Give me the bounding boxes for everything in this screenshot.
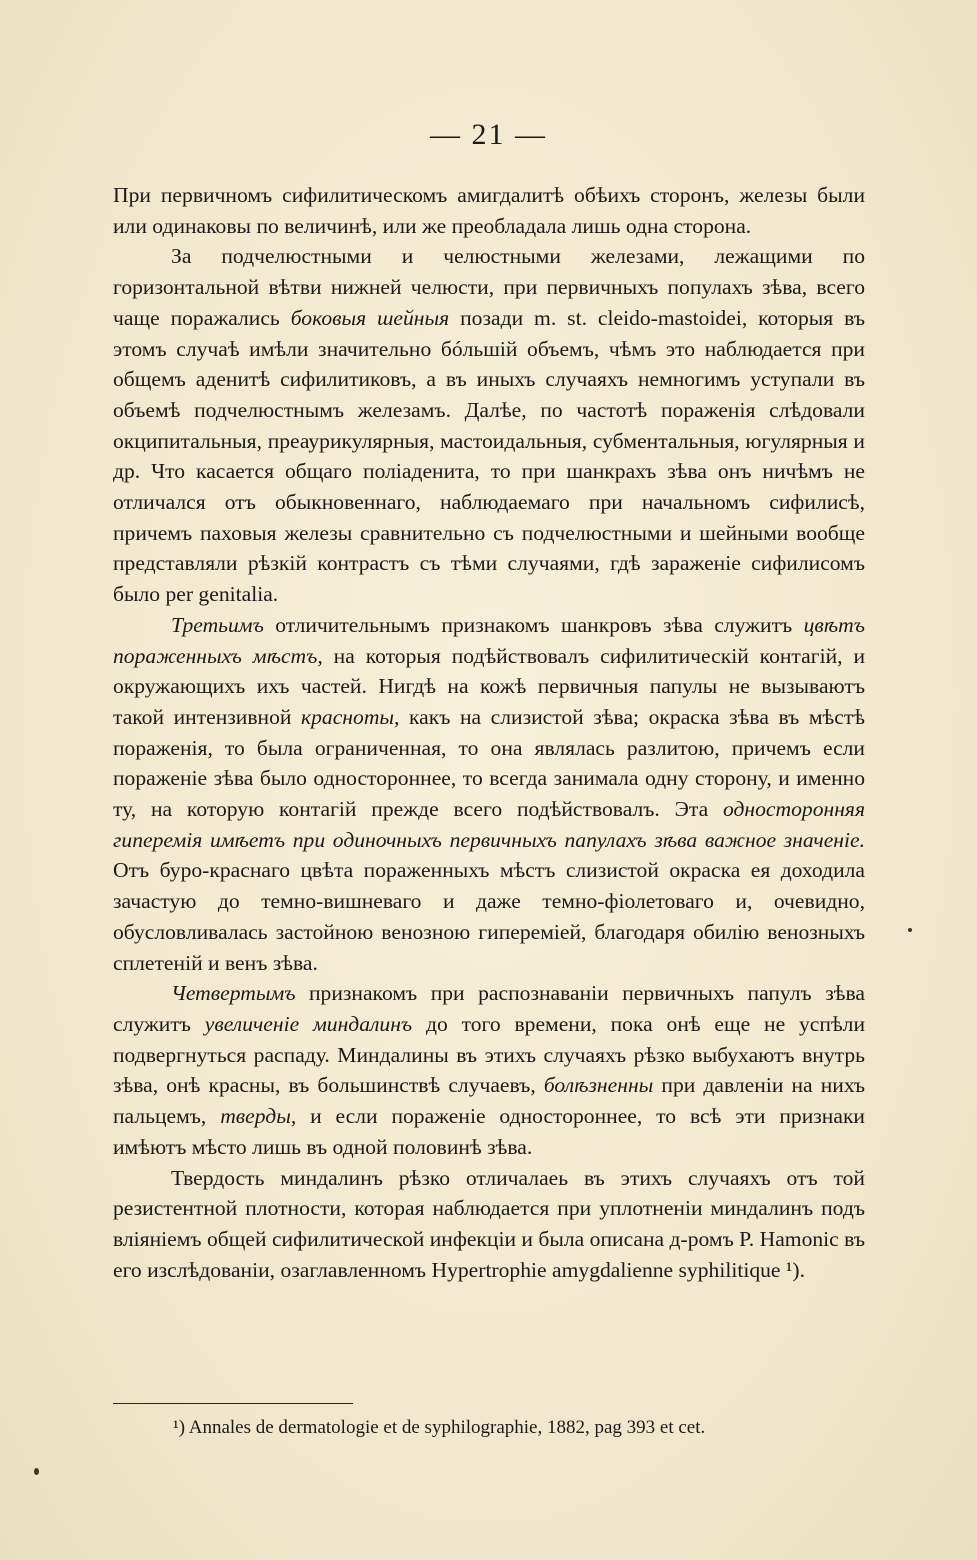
text-segment: до того времени, пока онѣ еще не успѣли подвергнуться распаду. Миндалины въ этихъ случаяхъ рѣзко выбухаютъ внутрь зѣва, онѣ красны, въ большинствѣ случаевъ,: [113, 1011, 866, 1098]
ink-speck: [908, 928, 912, 932]
body-text: [113, 180, 865, 1285]
page-number: — 21 —: [430, 118, 547, 151]
text-segment: признакомъ при распознаваніи первичныхъ папулъ зѣва служитъ: [113, 981, 865, 1036]
text-segment: на которыя подѣйствовалъ сифилитическій контагій, и окружающихъ ихъ частей. Нигдѣ на кожѣ первичныя папулы не вызываютъ такой интензивной: [113, 643, 865, 729]
text-segment: отличительнымъ признакомъ шанкровъ зѣва служитъ: [263, 612, 804, 637]
paragraph: [113, 1163, 865, 1286]
footnote-divider: [113, 1403, 353, 1404]
emphasis-text: цвѣтъ пораженныхъ мѣстъ,: [113, 612, 865, 668]
text-segment: ¹).: [785, 1257, 805, 1282]
text-segment: За подчелюстными и челюстными железами, лежащими по горизонтальной вѣтви нижней челюсти, при первичныхъ популахъ зѣва, всего чаще поражались: [113, 244, 865, 330]
emphasis-text: односторонняя гиперемія имѣетъ при одиночныхъ первичныхъ папулахъ зѣва важное значеніе.: [113, 797, 865, 852]
emphasis-text: увеличеніе миндалинъ: [204, 1011, 413, 1036]
paragraph: [113, 180, 865, 241]
text-segment: При первичномъ сифилитическомъ амигдалитѣ обѣихъ сторонъ, железы были или одинаковы по величинѣ, или же преобладала лишь одна сторона.: [113, 183, 865, 238]
text-segment: при давленіи на нихъ пальцемъ,: [113, 1073, 865, 1129]
paragraph: [113, 978, 865, 1162]
paragraph: [113, 610, 865, 978]
paragraph: [113, 241, 865, 609]
emphasis-text: Четвертымъ: [171, 981, 296, 1006]
text-segment: позади m. st. cleido-mastoidei, которыя въ этомъ случаѣ имѣли значительно бóльшій объемъ, чѣмъ это наблюдается при общемъ аденитѣ сифилитиковъ, а въ иныхъ случаяхъ немногимъ уступали въ объемѣ подчелюстнымъ железамъ. Далѣе, по частотѣ пораженія слѣдовали окципитальныя, преаурикулярныя, мастоидальныя, субментальныя, югулярныя и др. Что касается общаго поліаденита, то при шанкрахъ зѣва онъ ничѣмъ не отличался отъ обыкновеннаго, наблюдаемаго при начальномъ сифилисѣ, причемъ паховыя железы сравнительно съ подчелюстными и шейными вообще представляли рѣзкій контрастъ съ тѣми случаями, гдѣ зараженіе сифилисомъ было per genitalia.: [113, 305, 865, 607]
emphasis-text: Третьимъ: [171, 612, 264, 637]
text-segment: и если пораженіе одностороннее, то всѣ эти признаки имѣютъ мѣсто лишь въ одной половинѣ зѣва.: [113, 1104, 865, 1159]
emphasis-text: болѣзненны: [543, 1073, 654, 1098]
ink-speck: [34, 1468, 39, 1475]
text-segment: какъ на слизистой зѣва; окраска зѣва въ мѣстѣ пораженія, то была ограниченная, то она являлась разлитою, причемъ если пораженіе зѣва было одностороннее, то всегда занимала одну сторону, и именно ту, на которую контагій прежде всего подѣйствовалъ. Эта: [113, 704, 865, 822]
emphasis-text: боковыя шейныя: [290, 305, 450, 330]
emphasis-text: красноты,: [301, 704, 400, 729]
text-segment: Твердость миндалинъ рѣзко отличалаеь въ этихъ случаяхъ отъ той резистентной плотности, которая наблюдается при уплотненіи миндалинъ подъ вліяніемъ общей сифилитической инфекціи и была описана д-ромъ P. Hamonic въ его изслѣдованіи, озаглавленномъ Hypertrophie amygdalienne syphilitique: [113, 1165, 865, 1282]
footnote: ¹) Annales de dermatologie et de syphilographie, 1882, pag 393 et cet.: [173, 1417, 706, 1438]
text-segment: Отъ буро-краснаго цвѣта пораженныхъ мѣстъ слизистой окраска ея доходила зачастую до темно-вишневаго и даже темно-фіолетоваго и, очевидно, обусловливалась застойною венозною гипереміей, благодаря обилію венозныхъ сплетеній и венъ зѣва.: [113, 858, 865, 975]
emphasis-text: тверды,: [220, 1104, 297, 1129]
